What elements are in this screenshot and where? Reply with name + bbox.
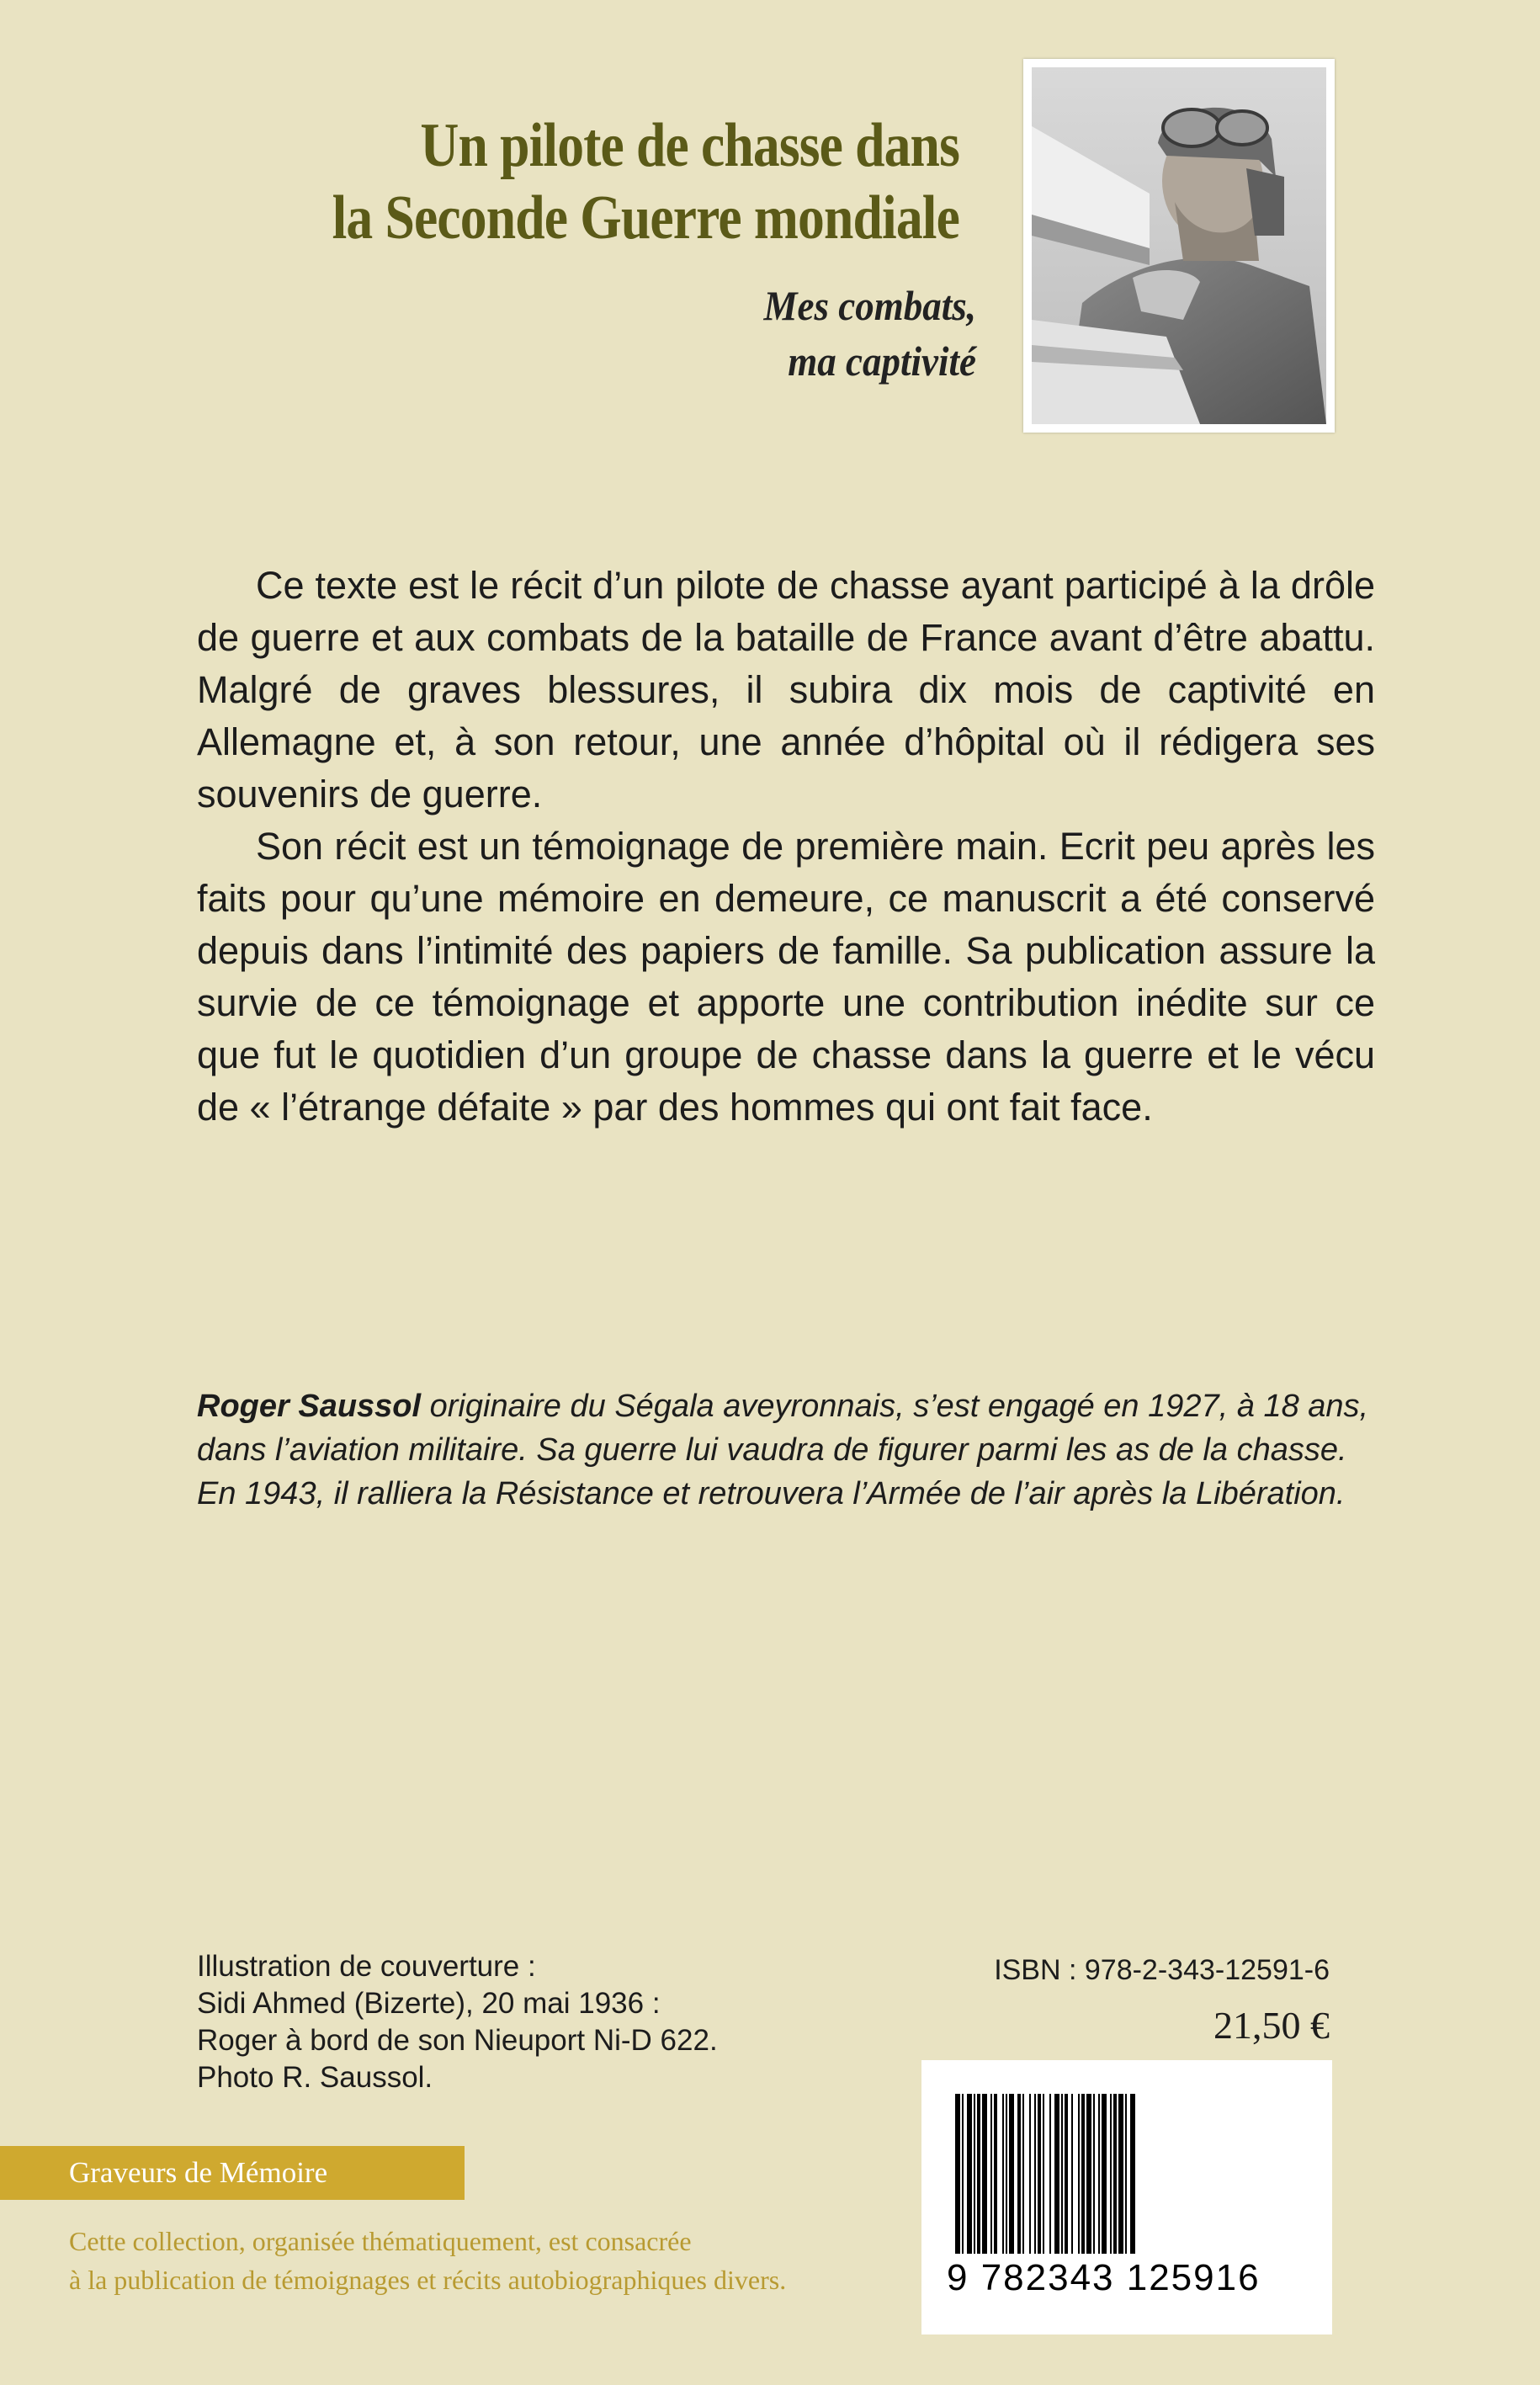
- summary-paragraph-1: Ce texte est le récit d’un pilote de chasse ayant participé à la drôle de guerre et aux combats de la bataille de France avant d’être abattu. Malgré de graves blessures, il subira dix mois de captivité en Allemagne et, à son retour, une année d’hôpital où il rédigera ses souvenirs de guerre.: [197, 564, 1375, 815]
- barcode-bar: [990, 2094, 992, 2254]
- pilot-photo: [1032, 67, 1326, 424]
- barcode-bar: [1029, 2094, 1031, 2254]
- credits-line-3: Roger à bord de son Nieuport Ni-D 622.: [197, 2024, 718, 2057]
- credits-line-2: Sidi Ahmed (Bizerte), 20 mai 1936 :: [197, 1987, 661, 2020]
- title-line-1: Un pilote de chasse dans: [420, 111, 960, 180]
- barcode-bar: [967, 2094, 972, 2254]
- barcode-bar: [962, 2094, 964, 2254]
- summary-paragraph-2: Son récit est un témoignage de première main. Ecrit peu après les faits pour qu’une mémoire en demeure, ce manuscrit a été conservé depuis dans l’intimité des papiers de famille. Sa publication assure la survie de ce témoignage et apporte une contribution inédite sur ce que fut le quotidien d’un groupe de chasse dans la guerre et le vécu de « l’étrange défaite » par des hommes qui ont fait face.: [197, 825, 1375, 1129]
- barcode-bar: [994, 2094, 997, 2254]
- collection-line-1: Cette collection, organisée thématiquement, est consacrée: [69, 2226, 692, 2256]
- barcode-digits: 9 782343 125916: [947, 2257, 1261, 2298]
- barcode-bar: [1125, 2094, 1127, 2254]
- book-title: [250, 109, 959, 254]
- barcode-bar: [1071, 2094, 1073, 2254]
- isbn: ISBN : 978-2-343-12591-6: [994, 1954, 1330, 1986]
- barcode-bar: [1086, 2094, 1091, 2254]
- barcode-bar: [1054, 2094, 1059, 2254]
- barcode-bar: [1002, 2094, 1004, 2254]
- barcode-bar: [1009, 2094, 1014, 2254]
- barcode-bar: [1049, 2094, 1051, 2254]
- back-cover-summary: [197, 560, 1375, 1134]
- author-name: Roger Saussol: [197, 1389, 422, 1424]
- barcode-bar: [1022, 2094, 1024, 2254]
- credits-line-4: Photo R. Saussol.: [197, 2061, 433, 2094]
- barcode-bars: [955, 2094, 1298, 2254]
- collection-description: [69, 2222, 786, 2299]
- barcode-bar: [1078, 2094, 1080, 2254]
- collection-name: Graveurs de Mémoire: [69, 2156, 328, 2189]
- collection-line-2: à la publication de témoignages et récits autobiographiques divers.: [69, 2265, 787, 2295]
- barcode-bar: [977, 2094, 980, 2254]
- barcode-bar: [1113, 2094, 1117, 2254]
- subtitle-line-2: ma captivité: [788, 337, 976, 385]
- barcode-bar: [982, 2094, 987, 2254]
- price: 21,50 €: [1213, 2004, 1330, 2047]
- barcode-bar: [1110, 2094, 1112, 2254]
- barcode-bar: [1006, 2094, 1007, 2254]
- credits-line-1: Illustration de couverture :: [197, 1950, 536, 1983]
- barcode-bar: [1130, 2094, 1135, 2254]
- title-line-2: la Seconde Guerre mondiale: [332, 183, 959, 252]
- author-bio: [197, 1384, 1375, 1516]
- barcode-bar: [1093, 2094, 1095, 2254]
- barcode-bar: [1017, 2094, 1021, 2254]
- book-subtitle: [476, 278, 976, 389]
- collection-band: [0, 2146, 465, 2200]
- author-bio-text: originaire du Ségala aveyronnais, s’est engagé en 1927, à 18 ans, dans l’aviation militaire. Sa guerre lui vaudra de figurer parmi les as de la chasse. En 1943, il ralliera la Résistance et retrouvera l’Armée de l’air après la Libération.: [197, 1389, 1369, 1511]
- pilot-photo-frame: [1023, 59, 1335, 433]
- barcode-bar: [974, 2094, 975, 2254]
- barcode-bar: [1065, 2094, 1068, 2254]
- barcode-bar: [1043, 2094, 1044, 2254]
- barcode-bar: [1038, 2094, 1041, 2254]
- barcode-bar: [955, 2094, 960, 2254]
- barcode-bar: [1081, 2094, 1085, 2254]
- barcode-bar: [1034, 2094, 1036, 2254]
- barcode-bar: [1118, 2094, 1123, 2254]
- cover-credits: [197, 1948, 718, 2096]
- barcode-bar: [1102, 2094, 1107, 2254]
- subtitle-line-1: Mes combats,: [763, 282, 976, 329]
- barcode-bar: [1098, 2094, 1100, 2254]
- barcode: [921, 2060, 1332, 2335]
- barcode-bar: [1061, 2094, 1063, 2254]
